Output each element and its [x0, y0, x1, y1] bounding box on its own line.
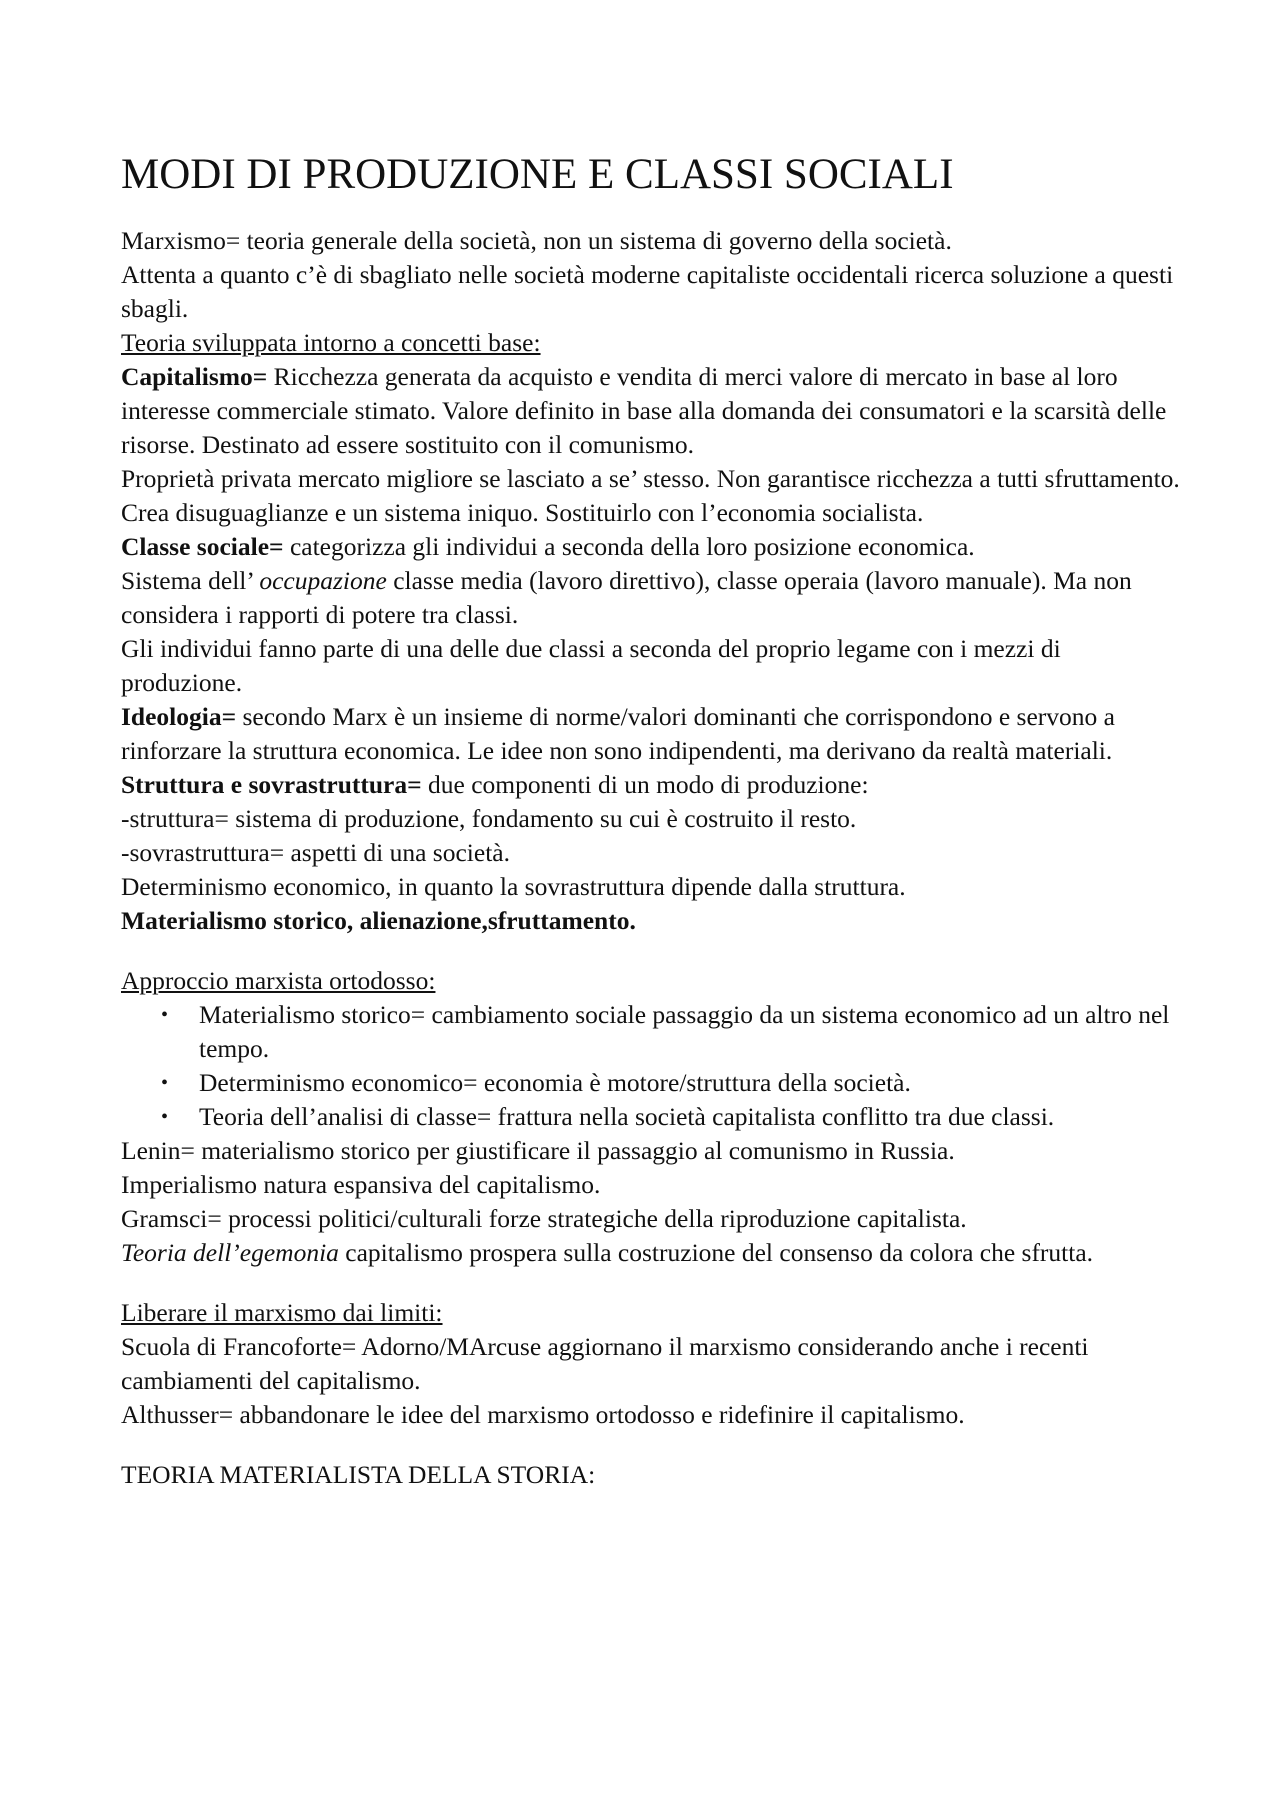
list-item [161, 1066, 1181, 1100]
classe-sociale-extra: Gli individui fanno parte di una delle due classi a seconda del proprio legame con i mezzi di produzione. [121, 634, 1061, 697]
struttura-item-2: -sovrastruttura= aspetti di una società. [121, 838, 510, 867]
gramsci-line: Gramsci= processi politici/culturali forze strategiche della riproduzione capitalista. [121, 1204, 967, 1233]
capitalismo-term: Capitalismo= [121, 362, 268, 391]
imperialismo-line: Imperialismo natura espansiva del capitalismo. [121, 1170, 601, 1199]
ideologia-term: Ideologia= [121, 702, 237, 731]
spacer [121, 1432, 1181, 1458]
document-page [121, 148, 1181, 1492]
occupazione-paragraph [121, 564, 1181, 632]
struttura-text: due componenti di un modo di produzione: [421, 770, 869, 799]
ortodosso-heading: Approccio marxista ortodosso: [121, 966, 436, 995]
capitalismo-paragraph [121, 360, 1181, 462]
bullet-icon: • [161, 1004, 169, 1026]
struttura-paragraph [121, 768, 1181, 802]
ortodosso-list [121, 998, 1181, 1134]
capitalismo-extra: Proprietà privata mercato migliore se lasciato a se’ stesso. Non garantisce ricchezza a tutti sfruttamento. Crea disuguaglianze e un sistema iniquo. Sostituirlo con l’economia socialista. [121, 464, 1180, 527]
occupazione-text: classe media (lavoro direttivo), classe operaia (lavoro manuale). Ma non considera i rapporti di potere tra classi. [121, 566, 1132, 629]
list-item-text: Teoria dell’analisi di classe= frattura nella società capitalista conflitto tra due classi. [199, 1102, 1055, 1131]
althusser-line: Althusser= abbandonare le idee del marxismo ortodosso e ridefinire il capitalismo. [121, 1400, 965, 1429]
ideologia-text: secondo Marx è un insieme di norme/valori dominanti che corrispondono e servono a rinforzare la struttura economica. Le idee non sono indipendenti, ma derivano da realtà materiali. [121, 702, 1115, 765]
list-item-text: Materialismo storico= cambiamento sociale passaggio da un sistema economico ad un altro nel tempo. [199, 1000, 1170, 1063]
limiti-heading: Liberare il marxismo dai limiti: [121, 1298, 443, 1327]
list-item [161, 998, 1181, 1066]
bullet-icon: • [161, 1072, 169, 1094]
list-item [161, 1100, 1181, 1134]
egemonia-paragraph [121, 1236, 1181, 1270]
spacer [121, 938, 1181, 964]
egemonia-text: capitalismo prospera sulla costruzione del consenso da colora che sfrutta. [338, 1238, 1094, 1267]
classe-sociale-text: categorizza gli individui a seconda della loro posizione economica. [283, 532, 975, 561]
francoforte-line: Scuola di Francoforte= Adorno/MArcuse aggiornano il marxismo considerando anche i recenti cambiamenti del capitalismo. [121, 1332, 1089, 1395]
list-item-text: Determinismo economico= economia è motore/struttura della società. [199, 1068, 911, 1097]
page-title: MODI DI PRODUZIONE E CLASSI SOCIALI [121, 151, 954, 198]
occupazione-term: occupazione [259, 566, 387, 595]
concepts-heading: Teoria sviluppata intorno a concetti base: [121, 328, 541, 357]
classe-sociale-term: Classe sociale= [121, 532, 284, 561]
spacer [121, 1270, 1181, 1296]
struttura-item-1: -struttura= sistema di produzione, fondamento su cui è costruito il resto. [121, 804, 857, 833]
egemonia-term: Teoria dell’egemonia [121, 1238, 339, 1267]
intro-line-2: Attenta a quanto c’è di sbagliato nelle società moderne capitaliste occidentali ricerca soluzione a questi sbagli. [121, 260, 1174, 323]
occupazione-prefix: Sistema dell’ [121, 566, 260, 595]
teoria-storia-heading: TEORIA MATERIALISTA DELLA STORIA: [121, 1460, 596, 1489]
capitalismo-text: Ricchezza generata da acquisto e vendita di merci valore di mercato in base al loro interesse commerciale stimato. Valore definito in base alla domanda dei consumatori e la scarsità delle risorse. Destinato ad essere sostituito con il comunismo. [121, 362, 1167, 459]
ideologia-paragraph [121, 700, 1181, 768]
classe-sociale-paragraph [121, 530, 1181, 564]
materialismo-bold-line: Materialismo storico, alienazione,sfruttamento. [121, 906, 636, 935]
struttura-term: Struttura e sovrastruttura= [121, 770, 422, 799]
determinismo-line: Determinismo economico, in quanto la sovrastruttura dipende dalla struttura. [121, 872, 906, 901]
intro-line-1: Marxismo= teoria generale della società, non un sistema di governo della società. [121, 226, 952, 255]
bullet-icon: • [161, 1106, 169, 1128]
lenin-line: Lenin= materialismo storico per giustificare il passaggio al comunismo in Russia. [121, 1136, 955, 1165]
